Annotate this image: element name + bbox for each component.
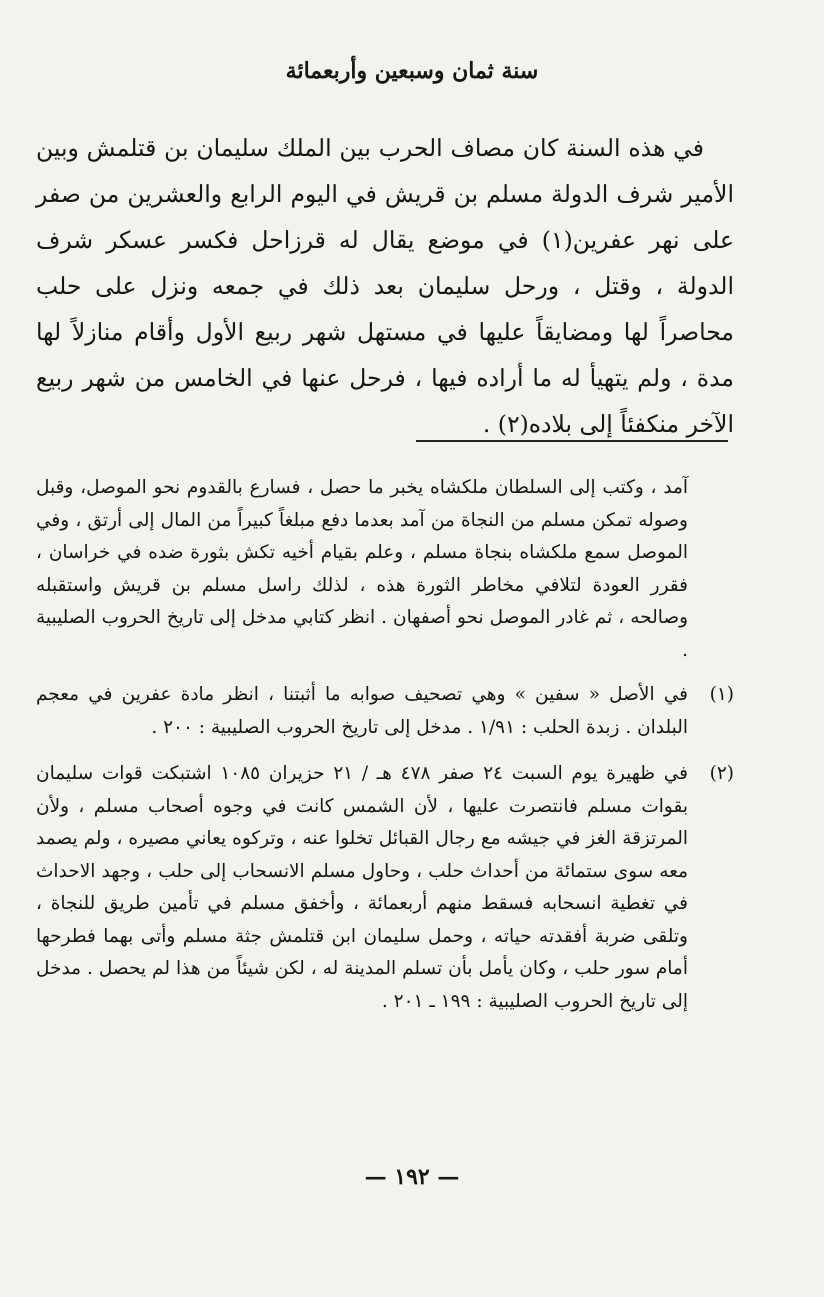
footnote-number: (١)	[709, 684, 734, 705]
footnote-text: في ظهيرة يوم السبت ٢٤ صفر ٤٧٨ هـ / ٢١ حزيران ١٠٨٥ اشتبكت قوات سليمان بقوات مسلم فانتصرت عليها ، لأن الشمس كانت في وجوه أصحاب مسلم ، ولأن المرتزقة الغز في جيشه مع رجال القبائل تخلوا عنه ، وتركوه يعاني مصيره ، ولم يصمد معه سوى ستمائة من أحداث حلب ، وحاول مسلم الانسحاب إلى حلب ، وجهد الاحداث في تغطية انسحابه فسقط منهم أربعمائة ، وأخفق مسلم في تأمين طريق للنجاة ، وتلقى ضربة أفقدته حياته ، وحمل سليمان ابن قتلمش جثة مسلم وأتى بهما فطرحها أمام سور حلب ، وكان يأمل بأن تسلم المدينة له ، لكن شيئاً من هذا لم يحصل . مدخل إلى تاريخ الحروب الصليبية : ١٩٩ ـ ٢٠١ .	[36, 763, 688, 1012]
running-head: سنة ثمان وسبعين وأربعمائة	[285, 58, 539, 84]
footnote-separator	[416, 440, 728, 442]
footnote-continuation: آمد ، وكتب إلى السلطان ملكشاه يخبر ما حصل ، فسارع بالقدوم نحو الموصل، وقبل وصوله تمكن مسلم من النجاة من آمد بعدما دفع مبلغاً كبيراً من المال إلى أرتق ، وفي الموصل سمع ملكشاه بنجاة مسلم ، وعلم بقيام أخيه تكش بثورة ضده في خراسان ، فقرر العودة لتلافي مخاطر الثورة هذه ، لذلك راسل مسلم بن قريش واستقبله وصالحه ، ثم غادر الموصل نحو أصفهان . انظر كتابي مدخل إلى تاريخ الحروب الصليبية .	[36, 477, 688, 661]
footnote-text: في الأصل « سفين » وهي تصحيف صوابه ما أثبتنا ، انظر مادة عفرين في معجم البلدان . زبدة الحلب : ١/٩١ . مدخل إلى تاريخ الحروب الصليبية : ٢٠٠ .	[36, 684, 688, 738]
footnote-number: (٢)	[709, 763, 734, 784]
footnote-1	[36, 679, 734, 744]
footnote-2	[36, 758, 734, 1018]
main-text	[36, 125, 734, 447]
main-paragraph: في هذه السنة كان مصاف الحرب بين الملك سليمان بن قتلمش وبين الأمير شرف الدولة مسلم بن قريش في اليوم الرابع والعشرين من صفر على نهر عفرين(١) في موضع يقال له قرزاحل فكسر عسكر شرف الدولة ، وقتل ، ورحل سليمان بعد ذلك في جمعه ونزل على حلب محاصراً لها ومضايقاً عليها في مستهل شهر ربيع الأول وأقام منازلاً لها مدة ، ولم يتهيأ له ما أراده فيها ، فرحل عنها في الخامس من شهر ربيع الآخر منكفئاً إلى بلاده(٢) .	[36, 134, 734, 438]
footnotes	[36, 472, 734, 1032]
page-number: — ١٩٢ —	[364, 1164, 460, 1190]
